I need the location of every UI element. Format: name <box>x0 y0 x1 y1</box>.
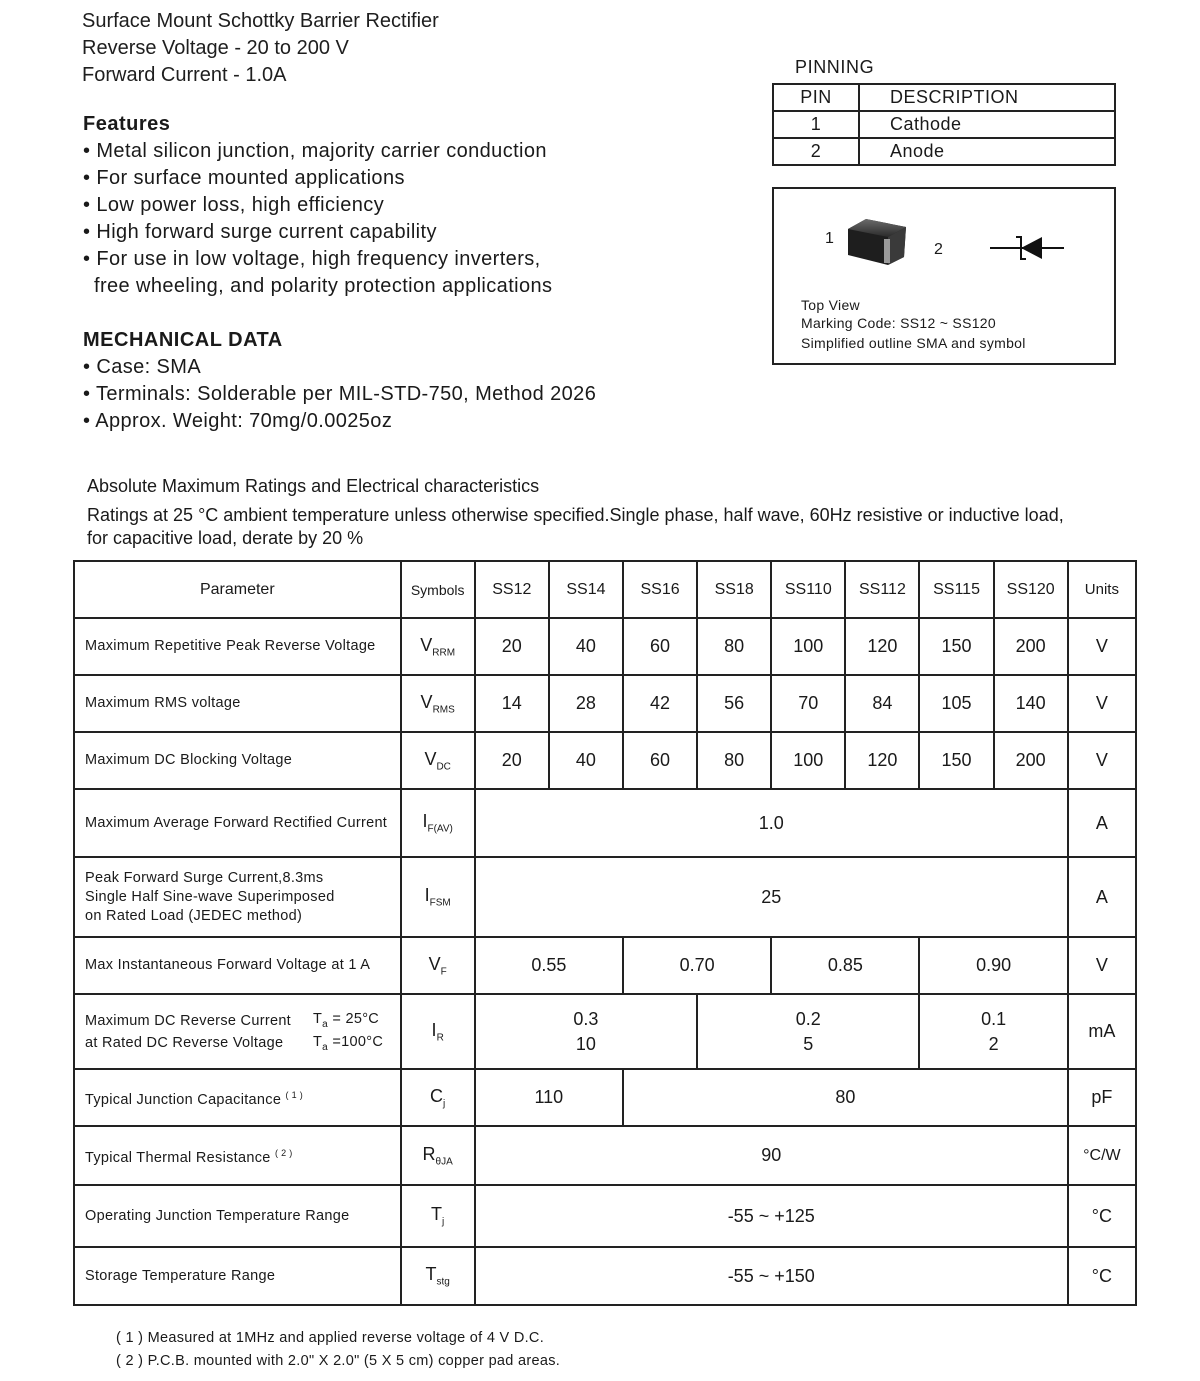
symbol-cell: $V_{RMS}$ <box>401 675 475 732</box>
table-row <box>74 618 1136 675</box>
table-row <box>74 789 1136 857</box>
sma-package-icon <box>844 217 910 267</box>
symbol-cell: $I_R$ <box>401 994 475 1069</box>
pin-header: PIN <box>773 84 859 111</box>
unit-cell: A <box>1068 789 1136 857</box>
pinning-header-row <box>773 84 1115 111</box>
pinning-heading: PINNING <box>795 57 875 77</box>
value-cell: 150 <box>919 618 993 675</box>
table-row <box>74 732 1136 789</box>
value-cell: 100 <box>771 618 845 675</box>
value-cell: 28 <box>549 675 623 732</box>
title-line-2: Reverse Voltage - 20 to 200 V <box>82 37 349 59</box>
param-cell <box>74 857 401 937</box>
value-cell: 140 <box>994 675 1068 732</box>
value-cell <box>697 994 919 1069</box>
table-row <box>74 994 1136 1069</box>
param-cell: Typical Junction Capacitance $^{( 1 )}$ <box>74 1069 401 1126</box>
value-cell: 80 <box>697 618 771 675</box>
param-line: on Rated Load (JEDEC method) <box>85 907 303 924</box>
value-cell: 1.0 <box>475 789 1068 857</box>
value-cell: 60 <box>623 618 697 675</box>
mechanical-item: • Terminals: Solderable per MIL-STD-750, Method 2026 <box>83 383 597 405</box>
value-cell: 105 <box>919 675 993 732</box>
value-cell <box>919 994 1067 1069</box>
value-cell: 200 <box>994 618 1068 675</box>
value-cell: 25 <box>475 857 1068 937</box>
top-view-note: Top View <box>801 297 860 313</box>
pinning-row <box>773 111 1115 138</box>
model-header: SS115 <box>919 561 993 618</box>
param-cell: Max Instantaneous Forward Voltage at 1 A <box>74 937 401 994</box>
value-cell: 150 <box>919 732 993 789</box>
value-cell: -55 ~ +150 <box>475 1247 1068 1305</box>
table-row <box>74 857 1136 937</box>
param-cell: Maximum RMS voltage <box>74 675 401 732</box>
value-cell: 14 <box>475 675 549 732</box>
value-cell: 120 <box>845 732 919 789</box>
pin-number: 2 <box>773 138 859 165</box>
ratings-heading: Absolute Maximum Ratings and Electrical characteristics <box>87 476 540 496</box>
unit-cell: mA <box>1068 994 1136 1069</box>
value-cell: 70 <box>771 675 845 732</box>
footnote-ref: ( 2 ) <box>274 1147 293 1158</box>
feature-item: • For use in low voltage, high frequency inverters, <box>83 248 541 270</box>
param-cell: Maximum Repetitive Peak Reverse Voltage <box>74 618 401 675</box>
value-cell: 0.85 <box>771 937 919 994</box>
model-header: SS14 <box>549 561 623 618</box>
symbol-cell: $V_F$ <box>401 937 475 994</box>
marking-code-note: Marking Code: SS12 ~ SS120 <box>801 315 996 331</box>
value-cell: 40 <box>549 618 623 675</box>
value-cell: 120 <box>845 618 919 675</box>
pin-number: 1 <box>773 111 859 138</box>
footnote-1: ( 1 ) Measured at 1MHz and applied reverse voltage of 4 V D.C. <box>116 1330 545 1346</box>
param-line: Single Half Sine-wave Superimposed <box>85 888 335 905</box>
value-100c: 2 <box>988 1033 999 1054</box>
pin-description: Anode <box>859 138 1115 165</box>
package-outline-box <box>772 187 1116 365</box>
unit-cell: °C/W <box>1068 1126 1136 1185</box>
value-cell: 80 <box>623 1069 1068 1126</box>
unit-cell: °C <box>1068 1247 1136 1305</box>
model-header: SS120 <box>994 561 1068 618</box>
symbol-cell: $V_{DC}$ <box>401 732 475 789</box>
value-cell: 20 <box>475 732 549 789</box>
table-row <box>74 1126 1136 1185</box>
features-heading: Features <box>83 113 171 135</box>
value-100c: 10 <box>575 1033 596 1054</box>
mechanical-item: • Approx. Weight: 70mg/0.0025oz <box>83 410 393 432</box>
table-row <box>74 1185 1136 1247</box>
param-cell: Storage Temperature Range <box>74 1247 401 1305</box>
feature-item: • Metal silicon junction, majority carrier conduction <box>83 140 547 162</box>
mechanical-item: • Case: SMA <box>83 356 202 378</box>
table-row <box>74 675 1136 732</box>
table-row <box>74 1069 1136 1126</box>
param-line: Maximum DC Reverse Current <box>85 1012 292 1029</box>
description-header: DESCRIPTION <box>859 84 1115 111</box>
symbol-cell: $R_{\theta JA}$ <box>401 1126 475 1185</box>
model-header: SS18 <box>697 561 771 618</box>
outline-caption: Simplified outline SMA and symbol <box>801 335 1026 351</box>
diode-symbol-icon <box>990 233 1064 263</box>
parameter-header: Parameter <box>74 561 401 618</box>
model-header: SS112 <box>845 561 919 618</box>
value-100c: 5 <box>803 1033 814 1054</box>
ratings-table <box>73 560 1137 1306</box>
symbol-cell: $V_{RRM}$ <box>401 618 475 675</box>
feature-item: • High forward surge current capability <box>83 221 437 243</box>
value-cell: 90 <box>475 1126 1068 1185</box>
symbol-cell: $C_j$ <box>401 1069 475 1126</box>
symbols-header: Symbols <box>401 561 475 618</box>
pinning-table <box>772 83 1116 166</box>
units-header: Units <box>1068 561 1136 618</box>
value-cell: 56 <box>697 675 771 732</box>
value-cell: 0.70 <box>623 937 771 994</box>
unit-cell: V <box>1068 732 1136 789</box>
unit-cell: pF <box>1068 1069 1136 1126</box>
value-cell: 80 <box>697 732 771 789</box>
footnote-ref: ( 1 ) <box>285 1089 304 1100</box>
param-cell: Maximum DC Blocking Voltage <box>74 732 401 789</box>
value-cell: 200 <box>994 732 1068 789</box>
title-line-3: Forward Current - 1.0A <box>82 64 287 86</box>
ratings-note-line-2: for capacitive load, derate by 20 % <box>87 528 364 548</box>
pin1-label: 1 <box>825 230 834 247</box>
param-line: at Rated DC Reverse Voltage <box>85 1034 284 1051</box>
value-cell: -55 ~ +125 <box>475 1185 1068 1247</box>
param-cell: Typical Thermal Resistance $^{( 2 )}$ <box>74 1126 401 1185</box>
value-cell: 100 <box>771 732 845 789</box>
value-cell: 42 <box>623 675 697 732</box>
pin2-label: 2 <box>934 241 943 258</box>
value-cell: 60 <box>623 732 697 789</box>
feature-item: • For surface mounted applications <box>83 167 405 189</box>
value-cell: 110 <box>475 1069 623 1126</box>
condition-label: $T_a = 25^\circ C$ <box>313 1011 380 1030</box>
model-header: SS16 <box>623 561 697 618</box>
condition-label: $T_a =100^\circ C$ <box>313 1034 384 1053</box>
title-line-1: Surface Mount Schottky Barrier Rectifier <box>82 10 439 32</box>
feature-item: • Low power loss, high efficiency <box>83 194 385 216</box>
pin-description: Cathode <box>859 111 1115 138</box>
pinning-row <box>773 138 1115 165</box>
footnote-2: ( 2 ) P.C.B. mounted with 2.0" X 2.0" (5 X 5 cm) copper pad areas. <box>116 1353 561 1369</box>
unit-cell: V <box>1068 937 1136 994</box>
value-cell: 0.55 <box>475 937 623 994</box>
value-cell: 84 <box>845 675 919 732</box>
model-header: SS12 <box>475 561 549 618</box>
mechanical-heading: MECHANICAL DATA <box>83 329 283 351</box>
param-cell: Maximum Average Forward Rectified Current <box>74 789 401 857</box>
unit-cell: A <box>1068 857 1136 937</box>
table-row <box>74 937 1136 994</box>
value-25c: 0.1 <box>981 1008 1007 1029</box>
value-cell: 40 <box>549 732 623 789</box>
symbol-cell: $I_{F(AV)}$ <box>401 789 475 857</box>
unit-cell: V <box>1068 675 1136 732</box>
unit-cell: °C <box>1068 1185 1136 1247</box>
value-cell <box>475 994 697 1069</box>
value-25c: 0.2 <box>795 1008 821 1029</box>
symbol-cell: $T_j$ <box>401 1185 475 1247</box>
table-row <box>74 1247 1136 1305</box>
param-line: Peak Forward Surge Current,8.3ms <box>85 869 324 886</box>
symbol-cell: $T_{stg}$ <box>401 1247 475 1305</box>
value-cell: 20 <box>475 618 549 675</box>
unit-cell: V <box>1068 618 1136 675</box>
model-header: SS110 <box>771 561 845 618</box>
ratings-note-line-1: Ratings at 25 °C ambient temperature unless otherwise specified.Single phase, half wave, 60Hz resistive or inductive load, <box>87 505 1064 525</box>
symbol-cell: $I_{FSM}$ <box>401 857 475 937</box>
param-cell: Operating Junction Temperature Range <box>74 1185 401 1247</box>
value-25c: 0.3 <box>573 1008 599 1029</box>
table-header-row <box>74 561 1136 618</box>
feature-item: free wheeling, and polarity protection applications <box>94 275 553 297</box>
value-cell: 0.90 <box>919 937 1067 994</box>
param-cell <box>74 994 401 1069</box>
